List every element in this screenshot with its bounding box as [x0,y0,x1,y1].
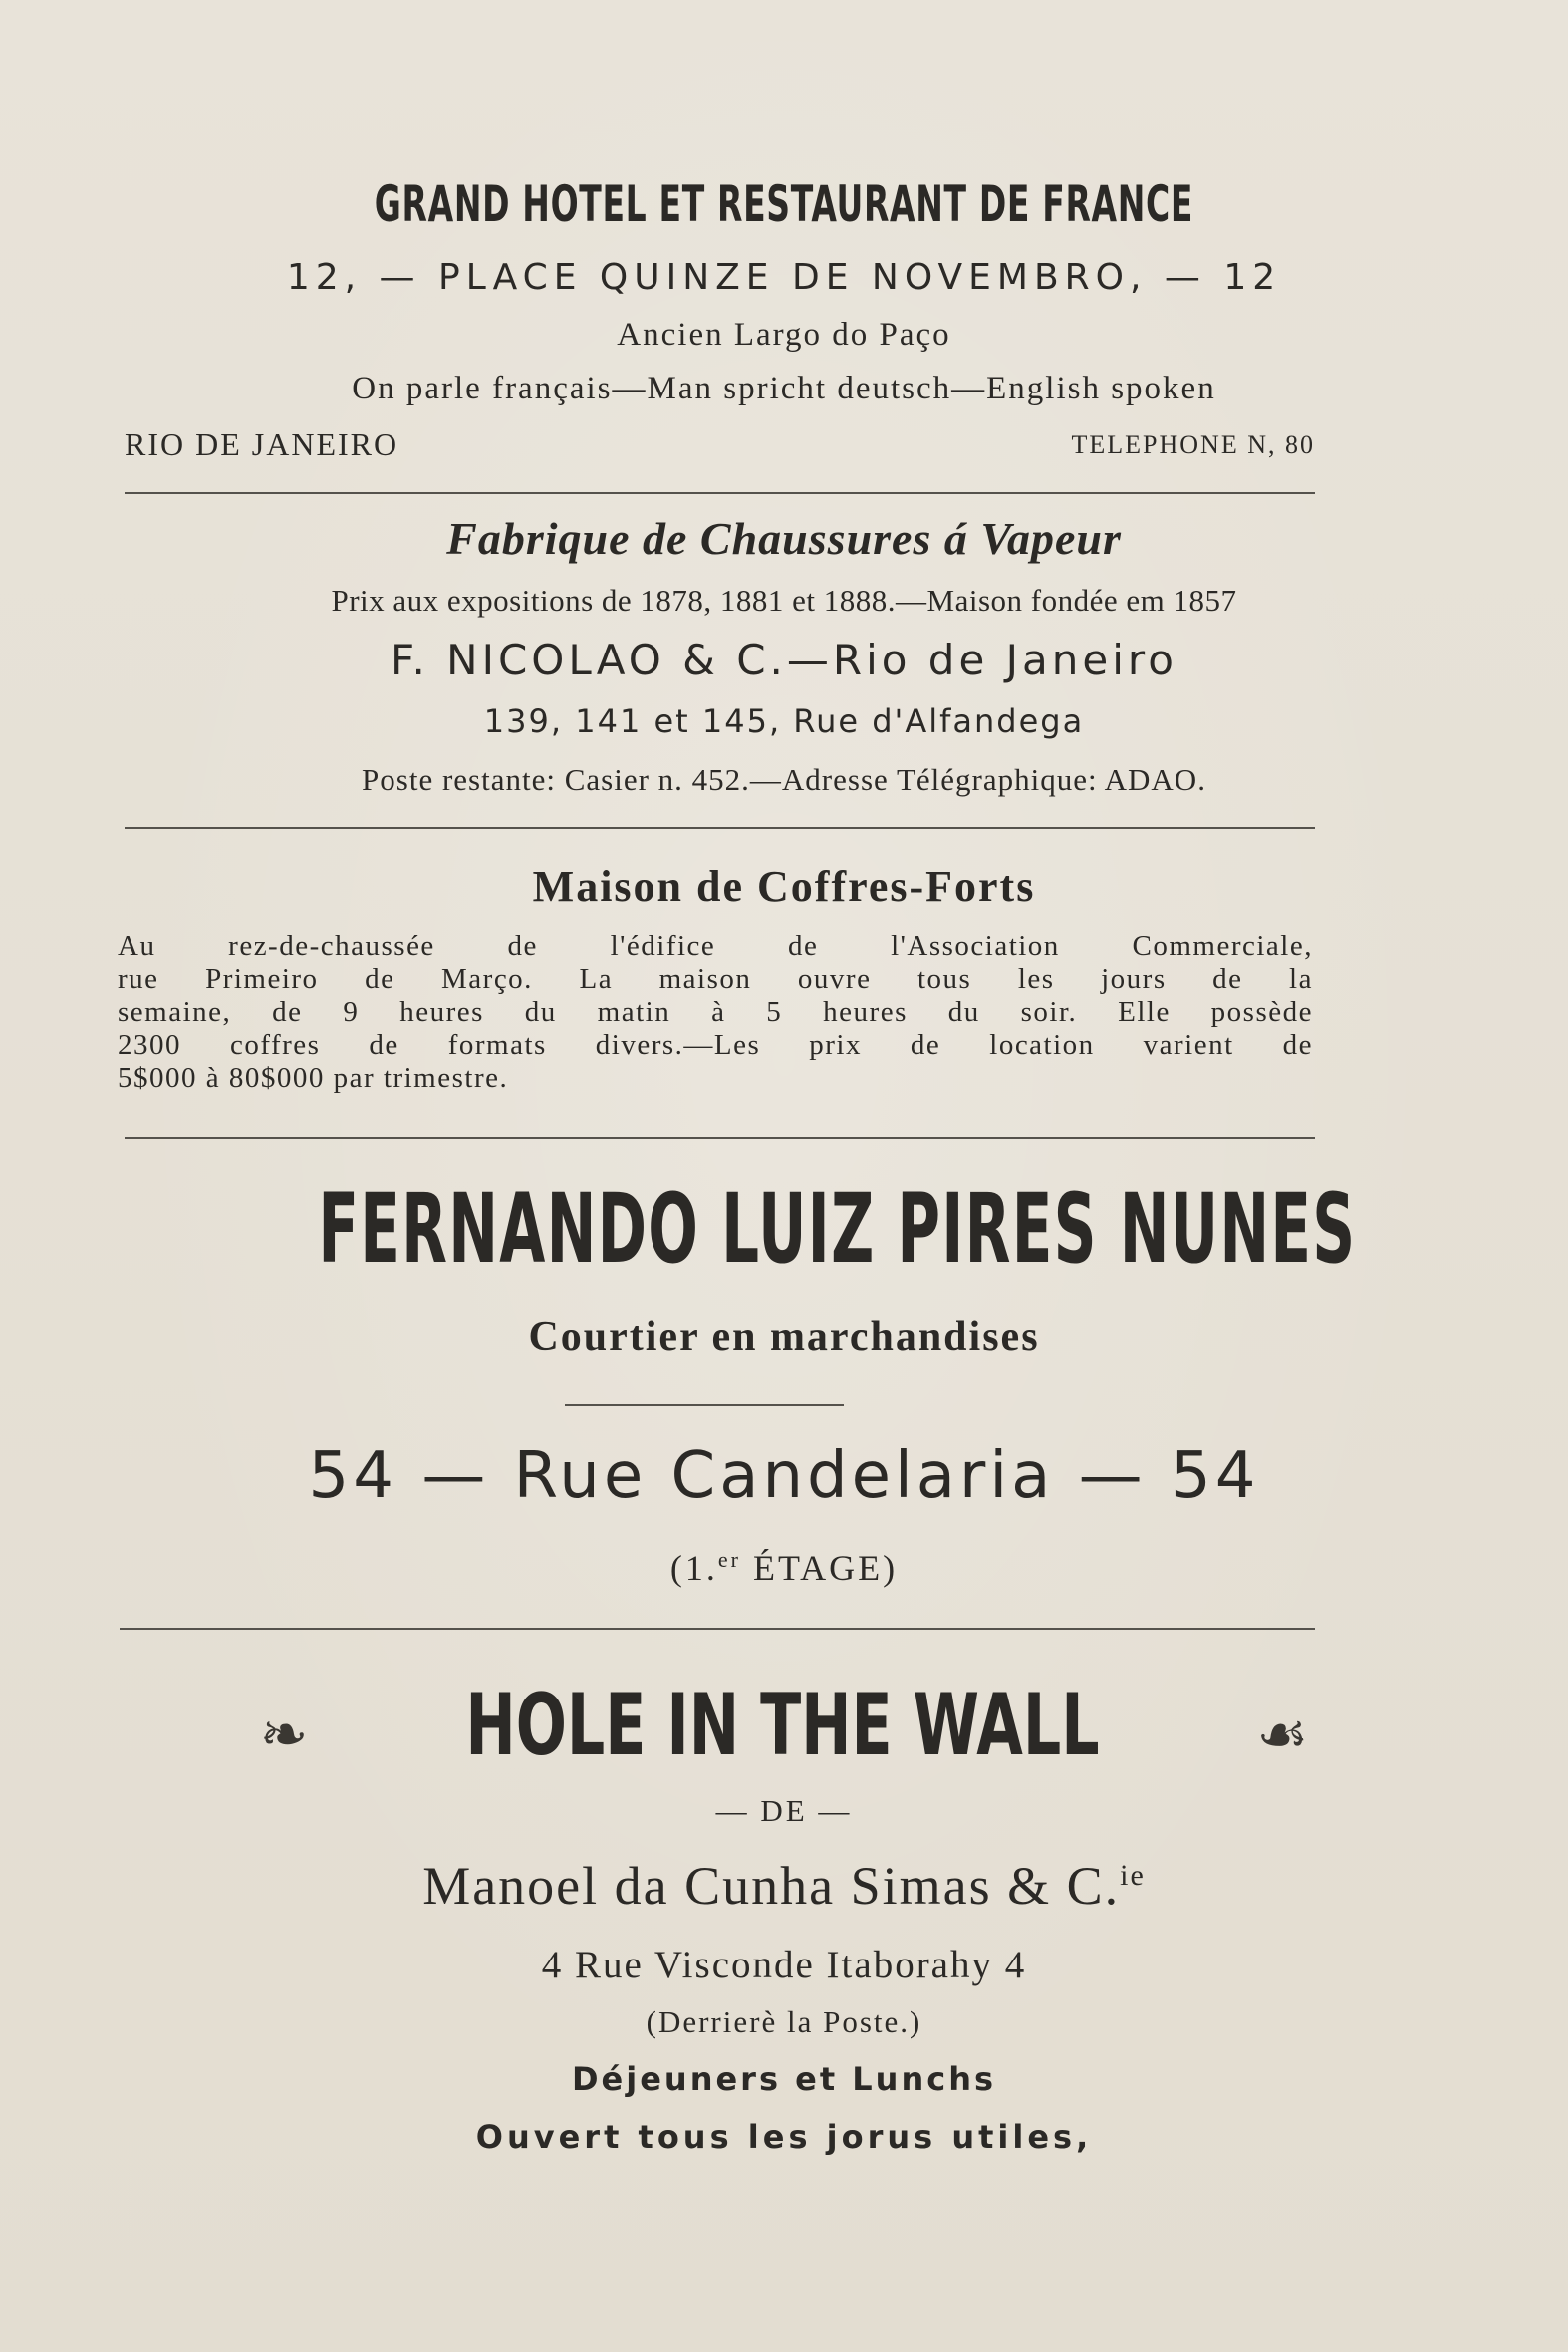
hole-address: 4 Rue Visconde Itaborahy 4 [541,1944,1027,1986]
coffres-line: rue Primeiro de Março. La maison ouvre tous les jours de la [118,963,1313,995]
chaussures-title: Fabrique de Chaussures á Vapeur [446,513,1122,564]
hotel-languages: On parle français—Man spricht deutsch—English spoken [352,371,1216,406]
hole-meals: Déjeuners et Lunchs [571,2060,997,2098]
hole-de: — DE — [715,1793,853,1828]
chaussures-firm: F. NICOLAO & C.—Rio de Janeiro [391,636,1177,684]
ornament-right-icon: ☙ [1256,1702,1309,1768]
nunes-address: 54 — Rue Candelaria — 54 [308,1439,1260,1513]
coffres-line: 2300 coffres de formats divers.—Les prix de location varient de [118,1029,1313,1061]
ornament-left-icon: ❧ [259,1702,309,1768]
coffres-line: Au rez-de-chaussée de l'édifice de l'Association Commerciale, [118,930,1313,962]
coffres-line: semaine, de 9 heures du matin à 5 heures du soir. Elle possède [118,996,1313,1028]
nunes-profession: Courtier en marchandises [528,1314,1040,1360]
hotel-telephone: TELEPHONE N, 80 [1071,430,1315,459]
divider-3 [125,1137,1315,1139]
hole-title: HOLE IN THE WALL [465,1676,1100,1775]
hole-note: (Derrierè la Poste.) [646,2004,922,2039]
divider-short [565,1404,844,1406]
hotel-title: GRAND HOTEL ET RESTAURANT DE FRANCE [374,175,1194,233]
hole-title-row [0,1676,1568,1775]
nunes-name: FERNANDO LUIZ PIRES NUNES [318,1174,1357,1285]
divider-1 [125,492,1315,494]
hotel-former-name: Ancien Largo do Paço [617,317,951,353]
coffres-title: Maison de Coffres-Forts [532,862,1036,911]
chaussures-poste: Poste restante: Casier n. 452.—Adresse Télégraphique: ADAO. [362,762,1206,797]
coffres-line: 5$000 à 80$000 par trimestre. [118,1062,509,1094]
hole-hours: Ouvert tous les jorus utiles, [475,2118,1093,2156]
hole-owner: Manoel da Cunha Simas & C.$^{ie}$ [422,1856,1146,1916]
nunes-floor: (1.$^{er}$ ÉTAGE) [669,1547,899,1588]
chaussures-awards: Prix aux expositions de 1878, 1881 et 1888.—Maison fondée em 1857 [331,583,1237,618]
divider-2 [125,827,1315,829]
hotel-address: 12, — PLACE QUINZE DE NOVEMBRO, — 12 [286,257,1282,298]
coffres-paragraph [118,930,1313,1095]
chaussures-address: 139, 141 et 145, Rue d'Alfandega [483,702,1085,740]
hotel-city: RIO DE JANEIRO [125,426,399,462]
divider-4 [120,1628,1315,1630]
hotel-city-row [125,426,1315,463]
